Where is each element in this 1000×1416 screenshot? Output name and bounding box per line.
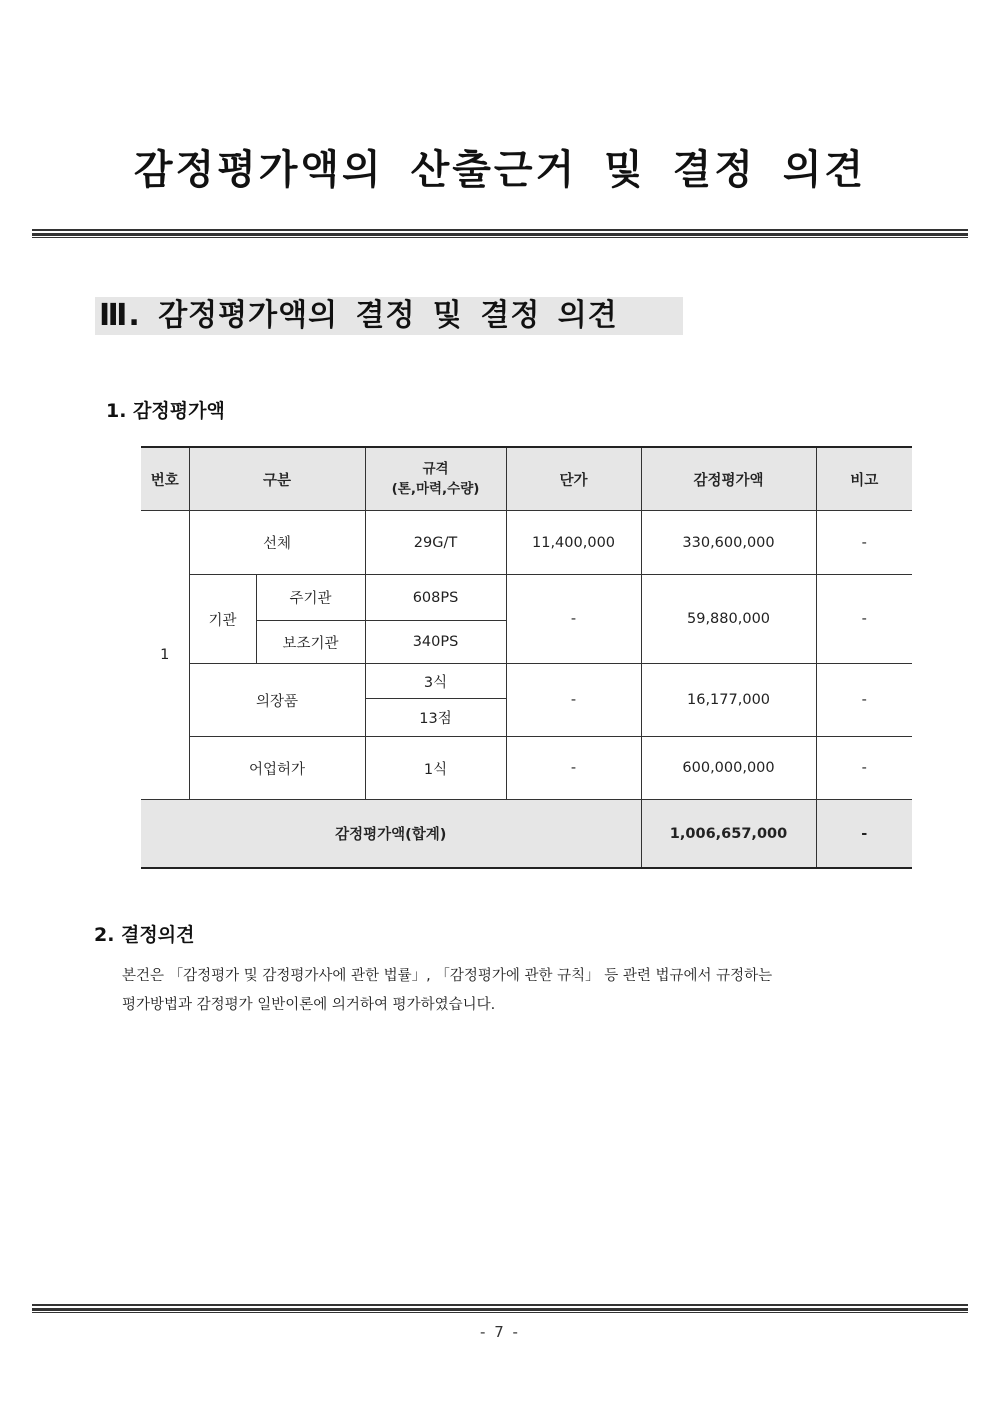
header-spec-line1: 규격 [422, 461, 449, 477]
hull-unit-price: 11,400,000 [506, 511, 641, 575]
equipment-spec-1: 3식 [365, 664, 506, 699]
table-row [141, 575, 912, 621]
license-spec: 1식 [365, 737, 506, 800]
header-spec-line2: (톤,마력,수량) [391, 481, 480, 497]
hull-remark: - [816, 511, 912, 575]
total-amount: 1,006,657,000 [641, 800, 816, 869]
aux-engine-label: 보조기관 [256, 621, 365, 664]
header-spec [365, 447, 506, 511]
page-title: 감정평가액의 산출근거 및 결정 의견 [133, 147, 867, 193]
engine-remark: - [816, 575, 912, 664]
top-double-rule [32, 229, 968, 238]
table-header-row [141, 447, 912, 511]
table-row [141, 511, 912, 575]
subsection-appraisal-amount: 1. 감정평가액 [106, 400, 225, 422]
paragraph-line-1: 본건은 「감정평가 및 감정평가사에 관한 법률」, 「감정평가에 관한 규칙」 등 관련 법규에서 규정하는 [122, 968, 773, 984]
section-heading: Ⅲ. 감정평가액의 결정 및 결정 의견 [95, 297, 683, 335]
page-number: - 7 - [480, 1323, 520, 1341]
aux-engine-spec: 340PS [365, 621, 506, 664]
main-engine-label: 주기관 [256, 575, 365, 621]
table-row [141, 737, 912, 800]
decision-paragraph [122, 962, 912, 1020]
paragraph-line-2: 평가방법과 감정평가 일반이론에 의거하여 평가하였습니다. [122, 997, 496, 1013]
license-remark: - [816, 737, 912, 800]
bottom-double-rule [32, 1304, 968, 1313]
hull-label: 선체 [189, 511, 365, 575]
subsection-decision-opinion: 2. 결정의견 [94, 924, 195, 946]
item-number: 1 [141, 511, 189, 800]
license-unit-price: - [506, 737, 641, 800]
header-no: 번호 [141, 447, 189, 511]
total-label: 감정평가액(합계) [141, 800, 641, 869]
equipment-amount: 16,177,000 [641, 664, 816, 737]
engine-unit-price: - [506, 575, 641, 664]
equipment-label: 의장품 [189, 664, 365, 737]
equipment-remark: - [816, 664, 912, 737]
hull-spec: 29G/T [365, 511, 506, 575]
table-row [141, 664, 912, 699]
equipment-unit-price: - [506, 664, 641, 737]
main-engine-spec: 608PS [365, 575, 506, 621]
header-unit-price: 단가 [506, 447, 641, 511]
total-remark: - [816, 800, 912, 869]
hull-amount: 330,600,000 [641, 511, 816, 575]
header-remark: 비고 [816, 447, 912, 511]
engine-amount: 59,880,000 [641, 575, 816, 664]
license-amount: 600,000,000 [641, 737, 816, 800]
total-row [141, 800, 912, 869]
license-label: 어업허가 [189, 737, 365, 800]
engine-group-label: 기관 [189, 575, 256, 664]
header-amount: 감정평가액 [641, 447, 816, 511]
header-category: 구분 [189, 447, 365, 511]
equipment-spec-2: 13점 [365, 699, 506, 737]
appraisal-table [141, 446, 912, 869]
